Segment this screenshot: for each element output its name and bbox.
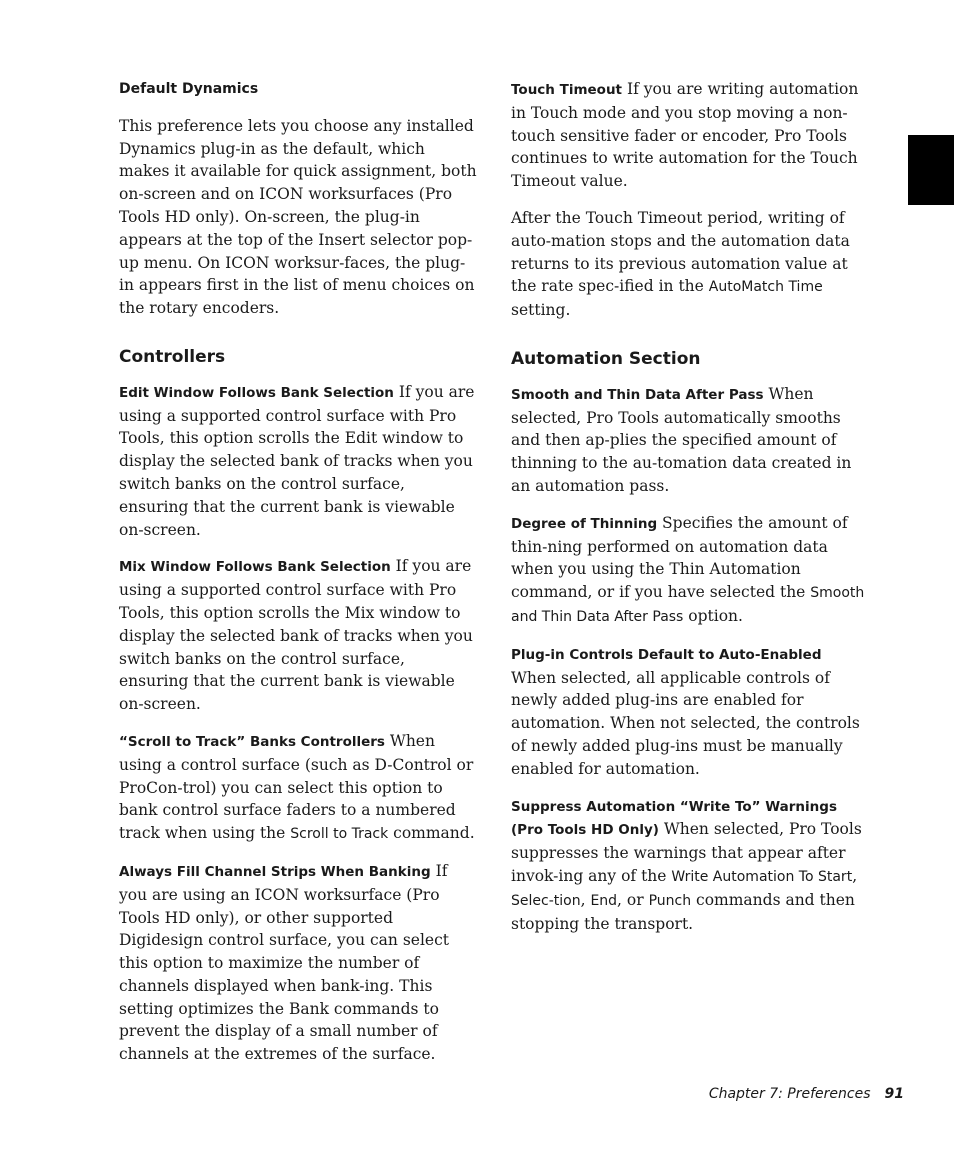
edit-window-follows-run-in: Edit Window Follows Bank Selection	[119, 384, 394, 401]
touch-timeout-paragraph	[511, 78, 869, 193]
always-fill-text: If you are using an ICON worksurface (Pro Tools HD only), or other supported Digidesign control surface, you can select this option to maximize the number of channels displayed when bank-ing. This setting optimizes the Bank commands to prevent the display of a small number of channels at the extremes of the surface.	[119, 861, 449, 1064]
controllers-heading: Controllers	[119, 346, 226, 367]
scroll-to-track-command: Scroll to Track	[290, 826, 389, 843]
default-dynamics-heading: Default Dynamics	[119, 81, 259, 97]
page-footer	[709, 1086, 904, 1102]
degree-thinning-text-b: option.	[683, 606, 743, 625]
degree-thinning-run-in: Degree of Thinning	[511, 515, 658, 532]
suppress-sep-2: ,	[580, 890, 591, 909]
suppress-warnings-run-in-line1: Suppress Automation “Write To” Warnings	[511, 798, 837, 815]
write-to-end-command: End	[590, 892, 618, 909]
degree-thinning-text-a: Specifies the amount of thin-ning performed on automation data when you using the Thin Automation command, or if you have selected the	[511, 513, 848, 602]
touch-timeout-text: If you are writing automation in Touch mode and you stop moving a non-touch sensitive fader or encoder, Pro Tools continues to write automation for the Touch Timeout value.	[511, 80, 859, 191]
always-fill-paragraph	[119, 860, 477, 1066]
write-to-selection-command: Selec-tion	[511, 892, 581, 909]
plugin-controls-text: When selected, all applicable controls of newly added plug-ins are enabled for automation. When not selected, the controls of newly added plug-ins must be manually enabled for automation.	[511, 668, 860, 778]
touch-period-text-b: setting.	[511, 301, 571, 320]
right-column	[511, 78, 869, 949]
scroll-to-track-run-in: “Scroll to Track” Banks Controllers	[119, 733, 385, 750]
suppress-warnings-text-a: When selected, Pro Tools suppresses the warnings that appear after invok-ing any of the	[511, 820, 862, 885]
suppress-warnings-run-in-line2: (Pro Tools HD Only)	[511, 822, 659, 839]
chapter-title: Chapter 7: Preferences	[708, 1086, 871, 1102]
default-dynamics-body: This preference lets you choose any installed Dynamics plug-in as the default, which makes it available for quick assignment, both on-screen and on ICON worksurfaces (Pro Tools HD only). On-screen, the plug-in appears at the top of the Insert selector pop-up menu. On ICON worksur-faces, the plug-in appears first in the list of menu choices on the rotary encoders.	[119, 116, 477, 318]
suppress-sep-3: , or	[617, 890, 649, 909]
smooth-thin-paragraph	[511, 383, 869, 498]
plugin-controls-run-in: Plug-in Controls Default to Auto-Enabled	[511, 646, 822, 663]
smooth-thin-option: Smooth and Thin Data After Pass	[511, 585, 865, 625]
always-fill-run-in: Always Fill Channel Strips When Banking	[119, 863, 431, 880]
suppress-warnings-text-b: commands and then stopping the transport.	[511, 890, 855, 933]
write-to-punch-command: Punch	[648, 892, 692, 909]
suppress-sep-1: ,	[852, 866, 858, 885]
plugin-controls-paragraph	[511, 643, 869, 781]
mix-window-follows-paragraph	[119, 555, 477, 716]
edit-window-follows-text: If you are using a supported control surface with Pro Tools, this option scrolls the Edit window to display the selected bank of tracks when you switch banks on the control surface, ensuring that the current bank is viewable on-screen.	[119, 382, 475, 539]
touch-period-text-a: After the Touch Timeout period, writing of auto-mation stops and the automation data returns to its previous automation value at the rate spec-ified in the	[511, 208, 850, 296]
chapter-thumb-tab	[908, 135, 954, 205]
scroll-to-track-text-b: command.	[388, 824, 475, 843]
automatch-time-setting: AutoMatch Time	[708, 279, 823, 296]
automation-section-heading: Automation Section	[511, 348, 701, 369]
mix-window-follows-text: If you are using a supported control surface with Pro Tools, this option scrolls the Mix window to display the selected bank of tracks when you switch banks on the control surface, ensuring that the current bank is viewable on-screen.	[119, 557, 473, 714]
scroll-to-track-text-a: When using a control surface (such as D-Control or ProCon-trol) you can select this option to bank control surface faders to a numbered track when using the	[119, 731, 474, 843]
degree-thinning-paragraph	[511, 512, 869, 629]
mix-window-follows-run-in: Mix Window Follows Bank Selection	[119, 559, 391, 576]
left-column	[119, 78, 477, 1080]
suppress-warnings-paragraph	[511, 795, 869, 936]
page-number: 91	[884, 1086, 904, 1102]
smooth-thin-run-in: Smooth and Thin Data After Pass	[511, 386, 764, 403]
smooth-thin-text: When selected, Pro Tools automatically smooths and then ap-plies the specified amount of thinning to the au-tomation data created in an automation pass.	[511, 384, 852, 495]
edit-window-follows-paragraph	[119, 381, 477, 542]
touch-timeout-run-in: Touch Timeout	[511, 82, 623, 98]
write-to-start-command: Write Automation To Start	[671, 868, 853, 885]
scroll-to-track-paragraph	[119, 730, 477, 846]
touch-timeout-period-paragraph	[511, 207, 869, 322]
